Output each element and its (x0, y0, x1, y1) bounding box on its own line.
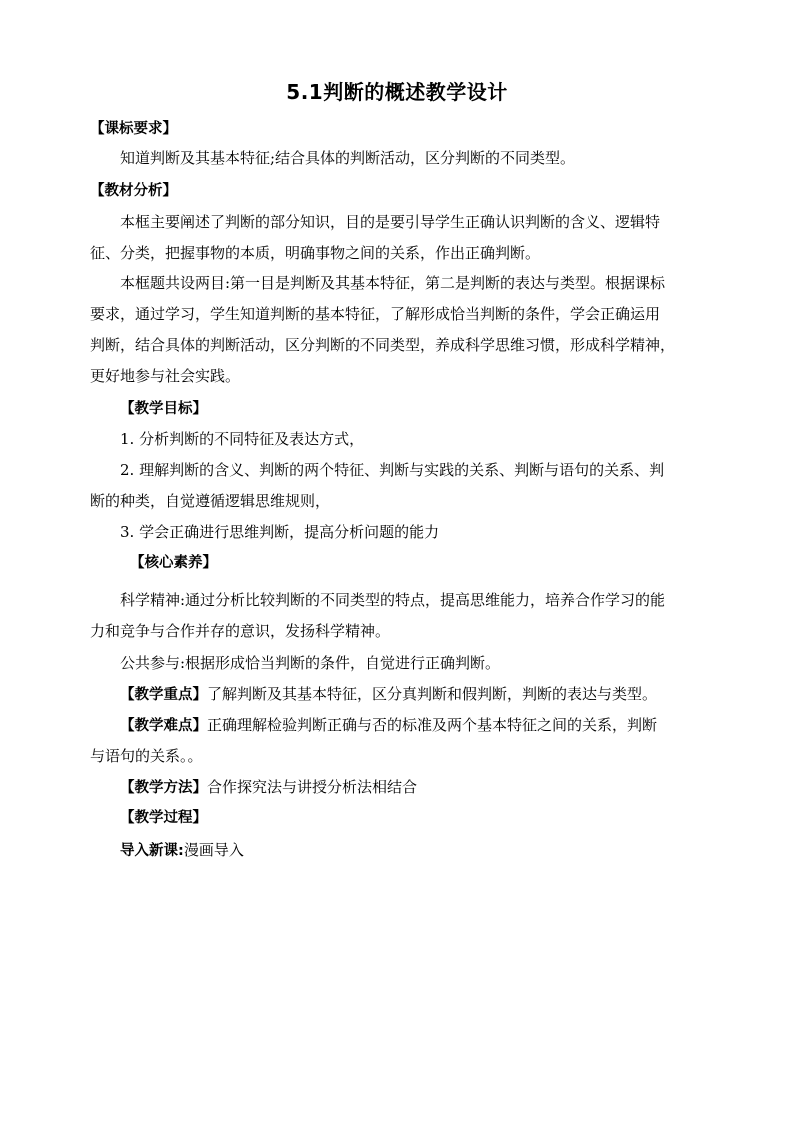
methods-text: 合作探究法与讲授分析法相结合 (207, 778, 418, 796)
difficulties-text-line-1: 正确理解检验判断正确与否的标准及两个基本特征之间的关系，判断 (207, 716, 658, 734)
methods-line (120, 777, 710, 798)
goal-item-2-line-2: 断的种类，自觉遵循逻辑思维规则， (90, 492, 331, 510)
difficulties-text-line-2: 与语句的关系。。 (90, 747, 203, 765)
goal-item-2-line-1: 2. 理解判断的含义、判断的两个特征、判断与实践的关系、判断与语句的关系、判 (120, 461, 665, 479)
curriculum-heading: 【课标要求】 (90, 121, 177, 137)
literacy-heading: 【核心素养】 (130, 555, 217, 571)
difficulties-heading: 【教学难点】 (120, 718, 207, 734)
page-title: 5.1判断的概述教学设计 (286, 80, 508, 104)
literacy-paragraph-1-line-1: 科学精神:通过分析比较判断的不同类型的特点，提高思维能力，培养合作学习的能 (120, 591, 666, 609)
key-points-text: 了解判断及其基本特征，区分真判断和假判断，判断的表达与类型。 (207, 685, 658, 703)
analysis-paragraph-2-line-4: 更好地参与社会实践。 (90, 367, 241, 385)
process-intro-label: 导入新课: (120, 843, 184, 859)
analysis-paragraph-2-line-3: 判断，结合具体的判断活动，区分判断的不同类型，养成科学思维习惯，形成科学精神， (90, 336, 676, 354)
difficulties-line (120, 715, 710, 736)
goals-heading: 【教学目标】 (120, 401, 207, 417)
analysis-heading: 【教材分析】 (90, 183, 177, 199)
literacy-paragraph-1-line-2: 力和竞争与合作并存的意识，发扬科学精神。 (90, 622, 391, 640)
analysis-paragraph-1-line-2: 征、分类，把握事物的本质，明确事物之间的关系，作出正确判断。 (90, 244, 541, 262)
process-intro-line (120, 840, 710, 861)
analysis-paragraph-2-line-1: 本框题共设两目:第一目是判断及其基本特征，第二是判断的表达与类型。根据课标 (120, 274, 666, 292)
methods-heading: 【教学方法】 (120, 780, 207, 796)
goal-item-3: 3. 学会正确进行思维判断，提高分析问题的能力 (120, 523, 440, 541)
key-points-line (120, 684, 710, 705)
curriculum-text: 知道判断及其基本特征;结合具体的判断活动，区分判断的不同类型。 (120, 149, 576, 167)
analysis-paragraph-1-line-1: 本框主要阐述了判断的部分知识，目的是要引导学生正确认识判断的含义、逻辑特 (120, 213, 661, 231)
goal-item-1: 1. 分析判断的不同特征及表达方式， (120, 430, 365, 448)
analysis-paragraph-2-line-2: 要求，通过学习，学生知道判断的基本特征，了解形成恰当判断的条件，学会正确运用 (90, 305, 661, 323)
key-points-heading: 【教学重点】 (120, 687, 207, 703)
literacy-paragraph-2: 公共参与:根据形成恰当判断的条件，自觉进行正确判断。 (120, 654, 501, 672)
process-intro-text: 漫画导入 (183, 841, 244, 859)
process-heading: 【教学过程】 (120, 810, 207, 826)
